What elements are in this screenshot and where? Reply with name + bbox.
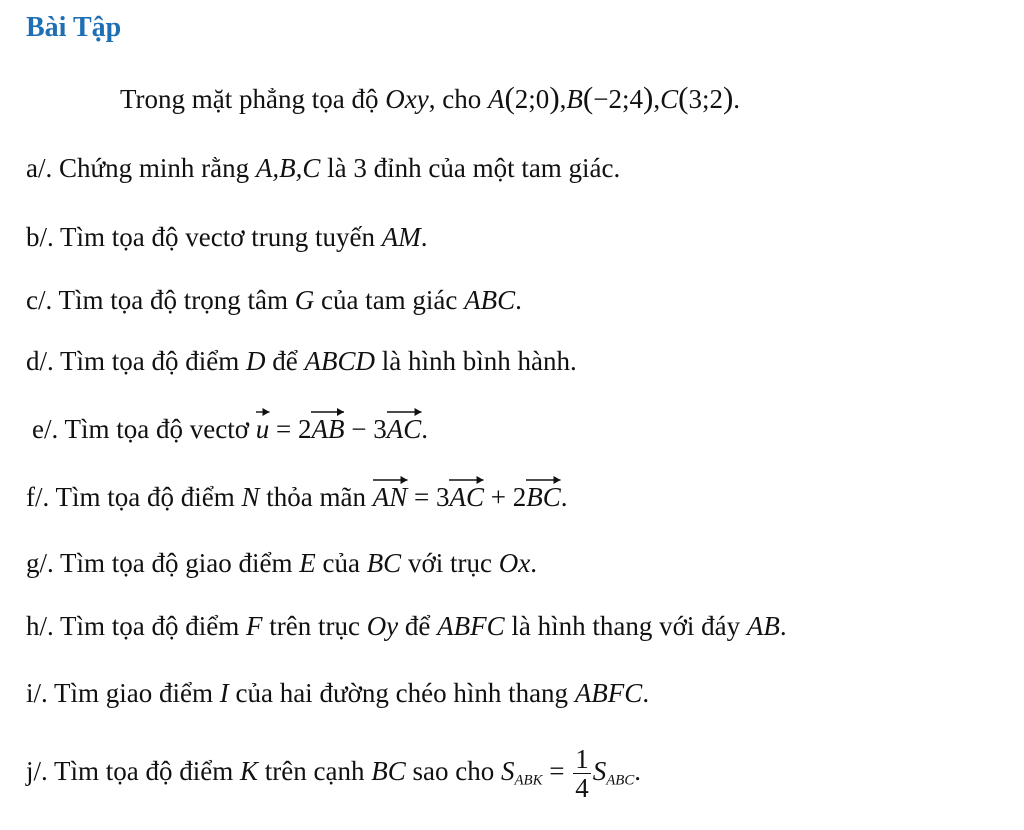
item-g-end: . [530,548,537,578]
item-b-end: . [420,222,428,252]
vector-arrow-icon [311,408,344,418]
item-h-end: . [779,611,787,641]
item-b-math: AM [381,222,421,252]
item-i-math: I [219,678,229,708]
item-a [26,155,620,182]
item-f [26,476,568,511]
vector-arrow-icon [373,476,408,486]
arrowhead [554,476,561,484]
item-d-math2: ABCD [304,346,375,376]
item-e-eq: = 2 [275,414,312,444]
item-h-math: F [245,611,263,641]
item-i-math2: ABFC [574,678,643,708]
item-j-eq: = [549,756,565,787]
item-h-math4: AB [746,611,780,641]
arrowhead [414,408,421,416]
item-h-label: h/. Tìm tọa độ điểm [26,611,240,641]
item-a-rest: là 3 đỉnh của một tam giác. [327,153,621,183]
area-abc: $S_{ABC}$ [592,756,635,789]
item-f-math: N [241,482,260,512]
item-j-mid: trên cạnh [264,756,365,787]
point-a: A [487,84,505,114]
item-j-label: j/. Tìm tọa độ điểm [26,756,234,787]
item-j-end: . [634,756,642,787]
arrowhead [337,408,344,416]
area-abk-subscript: ABK [514,772,543,789]
item-g-mid2: với trục [407,548,492,578]
arrowhead [400,476,407,484]
item-i-label: i/. Tìm giao điểm [26,678,213,708]
item-i-end: . [642,678,650,708]
item-c-math: G [294,285,315,315]
item-b [26,224,427,251]
intro-text: Trong mặt phẳng tọa độ [120,84,379,114]
item-c-mid: của tam giác [320,285,458,315]
item-c [26,287,522,314]
item-c-label: c/. Tìm tọa độ trọng tâm [26,285,288,315]
item-h [26,613,787,640]
item-h-mid: trên trục [269,611,360,641]
coord-c: 3;2 [688,84,723,114]
item-j-mid2: sao cho [412,756,495,787]
vector-arrow-icon [526,476,561,486]
item-g-math2: BC [366,548,402,578]
item-j [26,745,641,803]
area-abc-subscript: ABC [606,772,635,789]
item-f-label: f/. Tìm tọa độ điểm [26,482,235,512]
item-d-mid: để [272,346,298,376]
item-f-mid: thỏa mãn [266,482,366,512]
item-g [26,550,537,577]
item-i-mid: của hai đường chéo hình thang [235,678,569,708]
area-abk: $S_{ABK}$ [500,756,543,789]
vector-ac: AC [387,408,422,443]
exercise-heading: Bài Tập [26,12,122,43]
vector-bc: BC [526,476,561,511]
coord-a: 2;0 [514,84,550,114]
vector-u: u [256,408,270,443]
point-c: C [660,84,679,114]
vector-arrow-icon [449,476,484,486]
item-d-label: d/. Tìm tọa độ điểm [26,346,240,376]
vector-an: AN [373,476,408,511]
intro-text-2: , cho [428,84,482,114]
vector-arrow-icon [387,408,422,418]
item-e-label: e/. Tìm tọa độ vectơ [32,414,249,444]
vector-ac-2: AC [449,476,484,511]
vector-ab: AB [311,408,344,443]
item-h-mid2: để [404,611,431,641]
item-a-math: A,B,C [255,153,321,183]
item-c-end: . [515,285,522,315]
intro-line: Trong mặt phẳng tọa độ Oxy, cho A(2;0),B(−2;4),C(3;2). [120,80,741,115]
item-g-mid: của [322,548,360,578]
item-d-rest: là hình bình hành. [381,346,577,376]
item-d-math: D [245,346,266,376]
point-b: B [566,84,583,114]
item-j-math2: BC [371,756,406,787]
arrowhead [477,476,484,484]
item-h-mid3: là hình thang với đáy [511,611,741,641]
fraction-one-quarter [573,745,591,803]
item-g-math3: Ox [498,548,531,578]
item-j-math: K [239,756,258,787]
item-i [26,680,649,707]
item-e-minus: − 3 [351,414,387,444]
item-b-label: b/. Tìm tọa độ vectơ trung tuyến [26,222,375,252]
item-a-label: a/. Chứng minh rằng [26,153,250,183]
coord-b: −2;4 [593,84,643,114]
item-h-math3: ABFC [437,611,505,641]
fraction-numerator: 1 [575,744,589,774]
item-d [26,348,577,375]
item-g-math: E [299,548,316,578]
item-f-end: . [560,482,568,512]
item-g-label: g/. Tìm tọa độ giao điểm [26,548,293,578]
item-e-end: . [421,414,428,444]
item-f-plus: + 2 [490,482,527,512]
item-h-math2: Oy [366,611,399,641]
item-f-eq: = 3 [414,482,450,512]
fraction-denominator: 4 [575,773,589,804]
arrowhead [262,408,269,416]
vector-arrow-icon [256,408,270,418]
item-e [32,408,428,443]
item-c-math2: ABC [464,285,516,315]
plane-name: Oxy [385,84,429,114]
